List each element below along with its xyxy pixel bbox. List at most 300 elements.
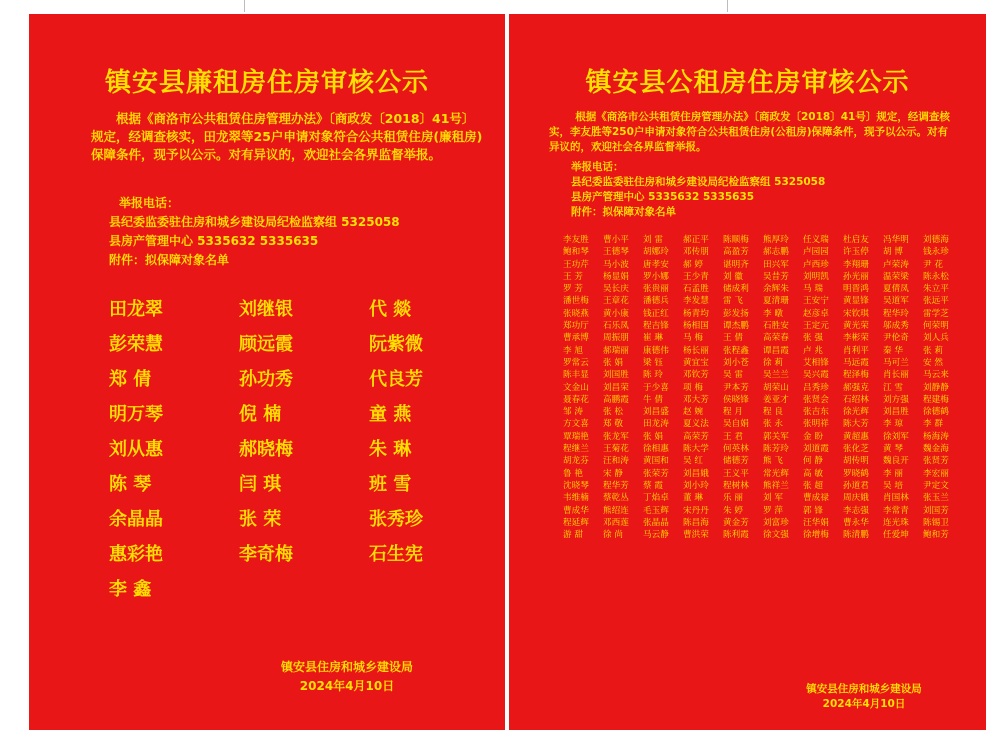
name-item: 刘小玲 [683,480,709,491]
name-item: 何荣明 [923,321,949,332]
page-edge-mark [244,0,245,12]
name-item: 郝正平 [683,235,709,245]
name-item: 代良芳 [369,369,423,390]
name-item: 田兴军 [763,259,789,270]
name-item: 刘富珍 [763,517,789,528]
name-item: 徐刘军 [883,431,909,442]
name-item: 黄国和 [643,456,669,467]
name-item: 郝晓梅 [239,439,293,460]
name-item: 卢园园 [803,247,829,258]
name-item: 吴兰兰 [763,370,789,381]
name-item: 夏义法 [683,419,709,430]
right-notice-paragraph: 根据《商洛市公共租赁住房管理办法》〔商政发〔2018〕41号〕规定，经调查核实，李友胜等250户申请对象符合公共租赁住房(公租房)保障条件，现予以公示。对有异议的，欢迎社会各界监督举报。 [549,111,950,153]
name-item: 侯晓锋 [723,394,749,405]
name-item: 雷 飞 [723,296,743,307]
name-item: 邓传朋 [683,247,709,258]
name-item: 余辉朱 [763,284,789,295]
name-item: 马 瑞 [803,284,823,295]
name-item: 吴 红 [683,456,703,467]
name-item: 李发慧 [683,296,709,307]
name-item: 刘国芳 [923,505,949,516]
name-item: 程华芳 [603,480,629,491]
name-item: 徐相惠 [643,444,669,455]
name-item: 彭荣慧 [109,334,163,355]
name-item: 覃瑞艳 [563,431,589,442]
name-item: 石绍林 [843,394,869,405]
name-item: 孙道君 [843,480,869,491]
name-item: 常光辉 [763,468,789,479]
name-item: 张秀珍 [369,509,423,530]
name-item: 黄小康 [603,308,629,319]
name-item: 郝志鹏 [763,247,789,258]
name-item: 张贤会 [803,394,829,405]
name-item: 陈顺梅 [723,235,749,245]
name-item: 邹 涛 [563,407,583,418]
name-item: 曹成禄 [803,493,829,504]
name-item: 李 暾 [763,308,783,319]
name-item: 孙功秀 [239,369,293,390]
right-signature [789,682,939,712]
name-item: 曹永华 [843,517,869,528]
name-item: 张 强 [803,333,823,344]
name-item: 黄金芳 [723,517,749,528]
name-item: 蔡 霞 [643,480,663,491]
name-item: 李 旭 [563,345,583,356]
name-item: 尹定文 [923,480,949,491]
name-item: 杨海涛 [923,431,949,442]
name-item: 曹小平 [603,235,629,245]
name-item: 杨显娟 [603,271,629,282]
name-item: 罗 芳 [563,284,583,295]
name-item: 高 敏 [803,468,823,479]
name-item: 许玉停 [843,247,869,258]
name-item: 康德伟 [643,345,669,356]
name-item: 张贵丽 [643,284,669,295]
name-item: 张玉兰 [923,493,949,504]
name-item: 江 雪 [883,382,903,393]
name-item: 郭关军 [763,431,789,442]
name-item: 张程鑫 [723,345,749,356]
name-item: 曹洪荣 [683,530,709,541]
name-item: 李 鑫 [109,579,152,600]
name-item: 陈 琴 [109,474,152,495]
name-item: 刘从惠 [109,439,163,460]
name-item: 黄 琴 [883,444,903,455]
name-item: 吴长庆 [603,284,629,295]
name-item: 石生宪 [369,544,423,565]
name-item: 徐增梅 [803,530,829,541]
name-item: 冯华明 [883,235,909,245]
name-item: 张龙军 [603,431,629,442]
name-item: 郑 倩 [109,369,152,390]
name-item: 王安宁 [803,296,829,307]
name-item: 郭 锋 [803,505,823,516]
name-item: 鲁 艳 [563,468,583,479]
name-item: 李 丽 [883,468,903,479]
right-report-block [571,160,825,220]
name-item: 夏清珊 [763,296,789,307]
name-item: 王功芹 [563,259,589,270]
name-item: 文金山 [563,382,589,393]
name-item: 胡荣山 [763,382,789,393]
name-item: 石乐凤 [603,321,629,332]
name-item: 尹伦奇 [883,333,909,344]
name-item: 蔡乾丛 [603,493,629,504]
issue-date: 2024年4月10日 [822,698,906,710]
name-item: 马云静 [643,530,669,541]
name-item: 王义平 [723,468,749,479]
page-edge-mark [727,0,728,12]
name-item: 卢西珍 [803,259,829,270]
name-item: 陈利霞 [723,530,749,541]
name-item: 任爱坤 [883,530,909,541]
report-label: 举报电话： [119,196,180,210]
name-item: 刘国胜 [603,370,629,381]
name-item: 熊厚玲 [763,235,789,245]
report-line-2: 县房产管理中心 5335632 5335635 [571,191,755,203]
name-item: 熊祥兰 [763,480,789,491]
name-item: 罗 萍 [763,505,783,516]
name-item: 谌明齐 [723,259,749,270]
right-page-title: 镇安县公租房住房审核公示 [585,68,910,98]
name-item: 刘静静 [923,382,949,393]
name-item: 余晶晶 [109,509,163,530]
name-item: 孙光丽 [843,271,869,282]
name-item: 徐文强 [763,530,789,541]
name-item: 程吉锋 [643,321,669,332]
report-label: 举报电话： [571,161,624,173]
name-item: 张 超 [803,480,823,491]
name-item: 徐德鹤 [923,407,949,418]
name-item: 卢 兆 [803,345,823,356]
name-item: 梁 钰 [643,357,663,368]
name-item: 阮紫微 [369,334,423,355]
name-item: 熊 飞 [763,456,783,467]
name-item: 彭发扬 [723,308,749,319]
name-item: 徐 莉 [763,357,783,368]
issue-date: 2024年4月10日 [299,679,395,693]
name-item: 程泽梅 [843,370,869,381]
name-item: 李奇梅 [239,544,293,565]
name-item: 刘方强 [883,394,909,405]
name-item: 刘小苍 [723,357,749,368]
name-item: 周庆娥 [843,493,869,504]
name-item: 黄超惠 [843,431,869,442]
report-line-1: 县纪委监委驻住房和城乡建设局纪检监察组 5325058 [109,215,400,229]
name-item: 王 君 [723,431,743,442]
name-item: 张贤芳 [923,456,949,467]
name-item: 童 燕 [369,404,412,425]
name-item: 谭杰鹏 [723,321,749,332]
name-item: 胡传明 [843,456,869,467]
name-item: 郝 婷 [683,259,703,270]
name-item: 肖利平 [843,345,869,356]
name-item: 汪和涛 [603,456,629,467]
name-item: 李志强 [843,505,869,516]
name-item: 王定元 [803,321,829,332]
right-name-roster [563,234,967,541]
name-item: 宋钦琪 [843,308,869,319]
name-item: 唐孝安 [643,259,669,270]
name-item: 刘人兵 [923,333,949,344]
name-item: 尹本芳 [723,382,749,393]
name-item: 程 良 [763,407,783,418]
name-item: 沈晓琴 [563,480,589,491]
name-item: 王少青 [683,271,709,282]
name-item: 田龙翠 [109,299,163,320]
name-item: 储德芳 [723,456,749,467]
name-item: 吴道军 [883,296,909,307]
name-item: 高盈芳 [723,247,749,258]
name-item: 雷学芝 [923,308,949,319]
name-item: 夏倩凤 [883,284,909,295]
name-item: 张 荣 [239,509,282,530]
name-item: 胡 博 [883,247,903,258]
name-item: 吴昔芳 [763,271,789,282]
name-item: 吴自娟 [723,419,749,430]
name-item: 陈永松 [923,271,949,282]
name-item: 杜启友 [843,235,869,245]
name-item: 崔 琳 [643,333,663,344]
name-item: 张明祥 [803,419,829,430]
name-item: 张远平 [923,296,949,307]
name-item: 姜亚才 [763,394,789,405]
name-item: 杨长丽 [683,345,709,356]
name-item: 刘昌娥 [683,468,709,479]
name-item: 朱 琳 [369,439,412,460]
name-item: 郑功厅 [563,321,589,332]
name-item: 李宏丽 [923,468,949,479]
name-item: 王 倩 [723,333,743,344]
name-item: 刘明凯 [803,271,829,282]
name-item: 马 梅 [683,333,703,344]
left-notice-paragraph: 根据《商洛市公共租赁住房管理办法》〔商政发〔2018〕41号〕规定，经调查核实，田龙翠等25户申请对象符合公共租赁住房(廉租房)保障条件，现予以公示。对有异议的，欢迎社会各界监督举报。 [91,111,483,162]
name-item: 明晋鸿 [843,284,869,295]
name-item: 马远霞 [843,357,869,368]
name-item: 陈 玲 [643,370,663,381]
name-item: 代 燚 [369,299,412,320]
name-item: 熊绍连 [603,505,629,516]
name-item: 项 梅 [683,382,703,393]
name-item: 王德琴 [603,247,629,258]
report-line-1: 县纪委监委驻住房和城乡建设局纪检监察组 5325058 [571,176,826,188]
name-item: 马可兰 [883,357,909,368]
name-item: 刘昌盛 [643,407,669,418]
name-item: 杨青均 [683,308,709,319]
name-item: 程延辉 [563,517,589,528]
name-item: 班 雪 [369,474,412,495]
name-item: 罗常云 [563,357,589,368]
name-item: 储成利 [723,284,749,295]
name-item: 陈大芳 [843,419,869,430]
name-item: 陈昌海 [683,517,709,528]
name-item: 明万琴 [109,404,163,425]
name-item: 张化芝 [843,444,869,455]
name-item: 刘德海 [923,235,949,245]
name-item: 高荣芳 [683,431,709,442]
name-item: 刘 军 [763,493,783,504]
name-item: 宋丹丹 [683,505,709,516]
name-item: 张 娟 [603,357,623,368]
name-item: 张晶晶 [643,517,669,528]
name-item: 黄宜宝 [683,357,709,368]
name-item: 高荣春 [763,333,789,344]
name-item: 郑 敬 [603,419,623,430]
report-line-2: 县房产管理中心 5335632 5335635 [109,234,319,248]
name-item: 陈芳玲 [763,444,789,455]
name-item: 黄光荣 [843,321,869,332]
name-item: 闫 琪 [239,474,282,495]
name-item: 曹成华 [563,505,589,516]
name-item: 李友胜 [563,235,589,245]
name-item: 李彬荣 [843,333,869,344]
name-item: 连光珠 [883,517,909,528]
name-item: 刘道霞 [803,444,829,455]
name-item: 张 松 [603,407,623,418]
name-item: 王章花 [603,296,629,307]
name-item: 潘德兵 [643,296,669,307]
name-item: 吴兴霞 [803,370,829,381]
name-item: 刘昌胜 [883,407,909,418]
name-item: 张吉东 [803,407,829,418]
attachment-label: 附件：拟保障对象名单 [109,253,230,267]
name-item: 石孟胜 [683,284,709,295]
name-item: 何英林 [723,444,749,455]
name-item: 卢荣涛 [883,259,909,270]
name-item: 鲍和琴 [563,247,589,258]
name-item: 肖国林 [883,493,909,504]
name-item: 罗小娜 [643,271,669,282]
name-item: 聂春花 [563,394,589,405]
name-item: 赵 婉 [683,407,703,418]
name-item: 钱永珍 [923,247,949,258]
name-item: 吴 雷 [723,370,743,381]
name-item: 马云来 [923,370,949,381]
name-item: 郝瑞丽 [603,345,629,356]
name-item: 赵彦卓 [803,308,829,319]
name-item: 丁焰卓 [643,493,669,504]
name-item: 李常青 [883,505,909,516]
name-item: 毛玉辉 [643,505,669,516]
name-item: 徐 尚 [603,530,623,541]
name-item: 胡龙芬 [563,456,589,467]
name-item: 黄显锋 [843,296,869,307]
name-item: 韦维楠 [563,493,589,504]
name-item: 钱正红 [643,308,669,319]
name-item: 邬成秀 [883,321,909,332]
name-item: 郝强克 [843,382,869,393]
name-item: 尹 花 [923,259,943,270]
name-item: 谭昌霞 [763,345,789,356]
name-item: 石胜安 [763,321,789,332]
name-item: 陈清鹏 [843,530,869,541]
name-item: 李翔珊 [843,259,869,270]
issuing-org: 镇安县住房和城乡建设局 [806,683,922,695]
name-item: 程继兰 [563,444,589,455]
name-item: 魏良开 [883,456,909,467]
name-item: 马小波 [603,259,629,270]
name-item: 邓钦芳 [683,370,709,381]
left-page-title: 镇安县廉租房住房审核公示 [104,68,429,98]
name-item: 邓大芳 [683,394,709,405]
name-item: 吕秀珍 [803,382,829,393]
name-item: 罗晓鹤 [843,468,869,479]
name-item: 顾远霞 [239,334,293,355]
name-item: 张 莉 [923,345,943,356]
name-item: 陈大学 [683,444,709,455]
name-item: 胡娜玲 [643,247,669,258]
name-item: 张 娟 [643,431,663,442]
name-item: 艾相锋 [803,357,829,368]
name-item: 汪华娟 [803,517,829,528]
name-item: 惠彩艳 [109,544,163,565]
name-item: 刘继银 [239,299,293,320]
name-item: 任义瑞 [803,235,829,245]
name-item: 肖长丽 [883,370,909,381]
name-item: 于少喜 [643,382,669,393]
name-item: 何 静 [803,456,823,467]
name-item: 李 群 [923,419,943,430]
name-item: 张 永 [763,419,783,430]
name-item: 金 盼 [803,431,823,442]
name-item: 乐 丽 [723,493,743,504]
name-item: 曹承博 [563,333,589,344]
name-item: 邓西莲 [603,517,629,528]
name-item: 倪 楠 [239,404,282,425]
attachment-label: 附件：拟保障对象名单 [571,206,676,218]
name-item: 陈丰显 [563,370,589,381]
name-item: 程树林 [723,480,749,491]
name-item: 陈锡卫 [923,517,949,528]
issuing-org: 镇安县住房和城乡建设局 [280,660,413,674]
name-item: 刘 雷 [643,235,663,245]
right-notice-page [509,14,986,730]
name-item: 宋 静 [603,468,623,479]
name-item: 朱 婷 [723,505,743,516]
name-item: 田龙涛 [643,419,669,430]
name-item: 方文喜 [563,419,589,430]
name-item: 王菊花 [603,444,629,455]
name-item: 朱立平 [923,284,949,295]
name-item: 魏金海 [923,444,949,455]
name-item: 程建梅 [923,394,949,405]
name-item: 刘昌荣 [603,382,629,393]
name-item: 潘世梅 [563,296,589,307]
name-item: 温荣梁 [883,271,909,282]
name-item: 高鹏霞 [603,394,629,405]
name-item: 杨相国 [683,321,709,332]
name-item: 牛 倩 [643,394,663,405]
name-item: 安 然 [923,357,943,368]
left-name-list [109,297,449,602]
name-item: 程 月 [723,407,743,418]
name-item: 程华玲 [883,308,909,319]
name-item: 董 琳 [683,493,703,504]
name-item: 吴 培 [883,480,903,491]
name-item: 李 琼 [883,419,903,430]
left-signature [267,658,427,696]
name-item: 鲍和芳 [923,530,949,541]
name-item: 张晓燕 [563,308,589,319]
name-item: 张荣芳 [643,468,669,479]
name-item: 徐光辉 [843,407,869,418]
left-notice-page [29,14,505,730]
left-report-block [109,194,400,270]
name-item: 秦 华 [883,345,903,356]
name-item: 王 芳 [563,271,583,282]
name-item: 周振朋 [603,333,629,344]
name-item: 游 甜 [563,530,583,541]
